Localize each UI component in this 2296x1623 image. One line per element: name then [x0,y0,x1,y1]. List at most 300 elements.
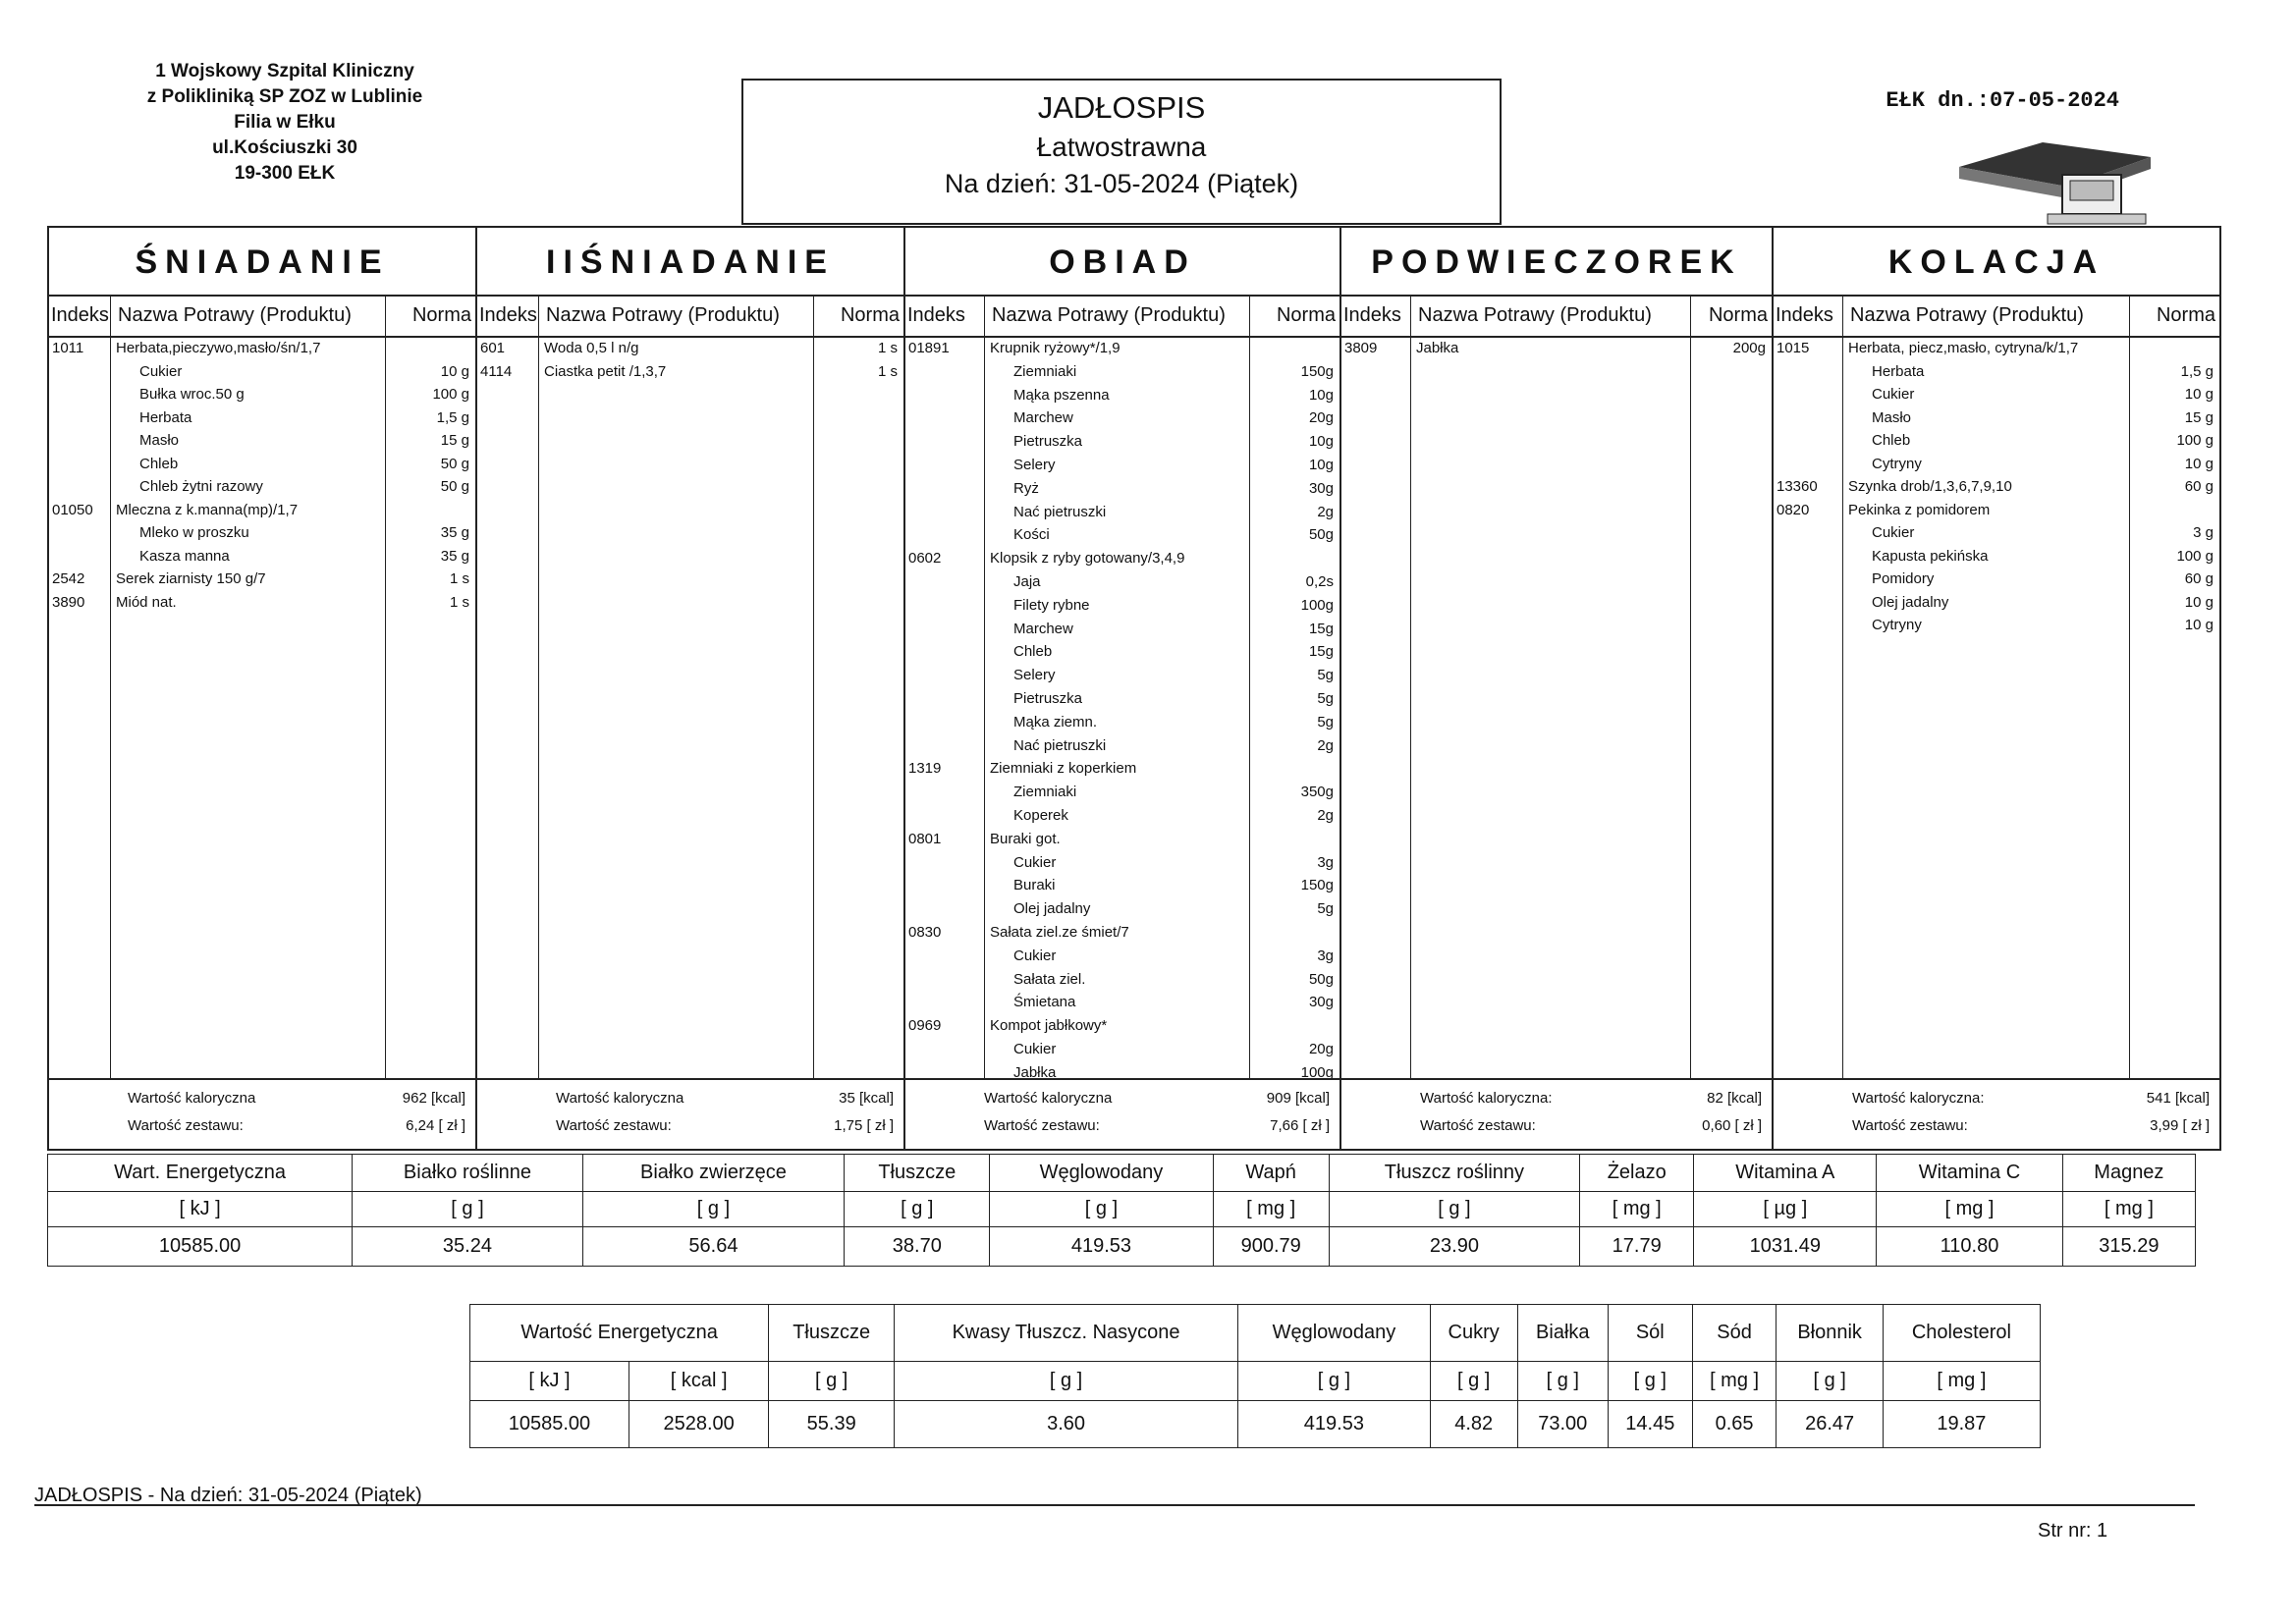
item-name: Sałata ziel. [1013,970,1086,988]
item-norm: 5g [1317,690,1334,707]
menu-item-row [905,363,1339,383]
item-name: Kości [1013,526,1050,544]
item-name: Pietruszka [1013,433,1083,451]
item-index: 0801 [908,830,942,847]
item-norm: 1,5 g [436,408,469,426]
item-norm: 100g [1300,596,1334,614]
item-norm: 1 s [449,593,469,611]
item-index: 4114 [480,362,513,380]
item-name: Sałata ziel.ze śmiet/7 [990,924,1129,941]
meal-title: ŚNIADANIE [49,228,475,297]
item-norm: 0,2s [1305,573,1334,590]
item-name: Jabłka [1013,1063,1057,1081]
name-header: Nazwa Potrawy (Produktu) [992,304,1226,326]
item-index: 0830 [908,924,942,941]
item-norm: 10g [1308,457,1334,473]
index-header: Indeks [1776,304,1833,326]
item-index: 3890 [52,593,85,611]
nutrient-unit: [ µg ] [1694,1192,1877,1227]
item-norm: 15 g [2184,408,2214,426]
menu-item-row [905,947,1339,967]
item-name: Mąka pszenna [1013,386,1110,404]
item-norm: 10g [1308,433,1334,451]
menu-item-row [49,502,475,521]
menu-item-row [905,340,1339,359]
nutrient-value: 3.60 [895,1401,1238,1448]
item-norm: 50g [1308,970,1334,988]
item-norm: 10 g [2184,593,2214,611]
item-name: Chleb [1013,643,1053,661]
nutrient-header: Białka [1517,1305,1608,1362]
norm-header: Norma [1276,304,1336,326]
menu-item-row [905,573,1339,593]
laptop-book-logo [1954,137,2160,236]
menu-item-row [1774,432,2219,452]
meal-column-iisniadanie [477,228,905,1149]
menu-item-row [1774,363,2219,383]
meal-title: OBIAD [905,228,1339,297]
item-index: 01891 [908,340,950,356]
menu-item-row [1774,386,2219,406]
nutrient-header: Witamina A [1694,1155,1877,1192]
meals-table [47,226,2221,1151]
hospital-line-1: 1 Wojskowy Szpital Kliniczny [155,61,414,81]
menu-item-row [905,994,1339,1013]
item-norm: 50 g [440,478,469,495]
item-name: Miód nat. [116,593,177,611]
item-norm: 150g [1300,877,1334,894]
meal-column-obiad [905,228,1341,1149]
nutrient-unit: [ mg ] [1883,1362,2040,1401]
item-name: Kapusta pekińska [1872,547,1989,565]
meal-summary [905,1078,1339,1149]
item-name: Krupnik ryżowy*/1,9 [990,340,1121,356]
menu-item-row [1774,617,2219,636]
menu-item-row [49,363,475,383]
menu-item-row [905,504,1339,523]
nutrient-unit: [ g ] [1517,1362,1608,1401]
item-name: Śmietana [1013,994,1076,1011]
item-name: Pomidory [1872,570,1935,587]
menu-item-row [905,621,1339,640]
nutrient-value: 73.00 [1517,1401,1608,1448]
item-norm: 1 s [877,362,898,380]
meal-summary [49,1078,475,1149]
menu-item-row [1774,594,2219,614]
menu-item-row [905,409,1339,429]
item-norm: 5g [1317,667,1334,684]
nutrition-table-1 [47,1154,2196,1267]
menu-item-row [1774,548,2219,568]
menu-item-row [905,597,1339,617]
norm-header: Norma [2156,304,2215,326]
nutrient-unit: [ mg ] [1213,1192,1329,1227]
item-name: Nać pietruszki [1013,736,1107,754]
item-index: 3809 [1344,340,1378,356]
menu-item-row [49,340,475,359]
hospital-line-4: ul.Kościuszki 30 [212,137,357,158]
nutrient-unit: [ g ] [1430,1362,1517,1401]
item-name: Cukier [1872,524,1915,541]
column-header-row [905,297,1339,338]
nutrient-value: 38.70 [845,1227,990,1267]
norm-header: Norma [840,304,900,326]
item-norm: 350g [1300,784,1334,801]
item-norm: 100 g [2176,432,2214,449]
item-name: Ziemniaki [1013,362,1077,380]
item-norm: 100 g [2176,547,2214,565]
nutrient-header: Cukry [1430,1305,1517,1362]
item-norm: 15g [1308,620,1334,637]
nutrient-header: Węglowodany [990,1155,1213,1192]
cost-value: 0,60 [ zł ] [1702,1117,1762,1134]
meal-title: IIŚNIADANIE [477,228,903,297]
item-norm: 5g [1317,900,1334,918]
nutrient-header: Sód [1692,1305,1777,1362]
norm-header: Norma [1708,304,1768,326]
item-name: Szynka drob/1,3,6,7,9,10 [1848,478,2012,495]
nutrient-value: 17.79 [1580,1227,1694,1267]
index-header: Indeks [479,304,537,326]
nutrient-value: 23.90 [1329,1227,1579,1267]
item-index: 2542 [52,570,85,587]
name-header: Nazwa Potrawy (Produktu) [118,304,352,326]
item-name: Herbata [139,408,192,426]
document-title: JADŁOSPIS [1037,90,1206,125]
meal-items [477,340,903,1078]
menu-item-row [49,524,475,544]
item-norm: 3 g [2193,524,2214,541]
meal-column-kolacja [1774,228,2219,1149]
menu-item-row [905,667,1339,686]
menu-item-row [477,340,903,359]
name-header: Nazwa Potrawy (Produktu) [1418,304,1652,326]
nutrient-value: 315.29 [2062,1227,2195,1267]
item-name: Chleb [1872,432,1911,449]
item-name: Cytryny [1872,617,1922,633]
nutrient-unit: [ g ] [1238,1362,1431,1401]
item-name: Koperek [1013,807,1068,824]
item-name: Cukier [1013,947,1057,964]
cost-value: 6,24 [ zł ] [406,1117,465,1134]
cost-value: 3,99 [ zł ] [2150,1117,2210,1134]
item-index: 01050 [52,501,93,518]
meal-summary [477,1078,903,1149]
item-norm: 1,5 g [2180,362,2214,380]
item-name: Ziemniaki z koperkiem [990,760,1137,778]
menu-item-row [905,831,1339,850]
item-norm: 5g [1317,713,1334,730]
item-norm: 30g [1308,479,1334,497]
item-norm: 10 g [2184,455,2214,472]
cost-value: 7,66 [ zł ] [1270,1117,1330,1134]
column-header-row [477,297,903,338]
nutrient-value: 2528.00 [629,1401,768,1448]
name-header: Nazwa Potrawy (Produktu) [1850,304,2084,326]
menu-item-row [905,387,1339,406]
item-norm: 50g [1308,526,1334,544]
item-norm: 50 g [440,455,469,472]
nutrient-header: Białko zwierzęce [582,1155,844,1192]
nutrient-header: Kwasy Tłuszcz. Nasycone [895,1305,1238,1362]
item-name: Buraki got. [990,830,1061,847]
item-norm: 150g [1300,362,1334,380]
item-index: 601 [480,340,506,356]
meal-items [49,340,475,1078]
column-header-row [1774,297,2219,338]
cost-label: Wartość zestawu: [984,1117,1100,1134]
item-name: Ciastka petit /1,3,7 [544,362,667,380]
item-norm: 10 g [2184,617,2214,633]
item-norm: 60 g [2184,570,2214,587]
item-norm: 200g [1732,340,1766,356]
nutrient-header: Tłuszcze [845,1155,990,1192]
item-norm: 3g [1317,947,1334,964]
nutrient-unit: [ mg ] [1580,1192,1694,1227]
nutrient-header: Białko roślinne [353,1155,583,1192]
page-number: Str nr: 1 [2038,1520,2108,1542]
item-name: Mleko w proszku [139,524,249,541]
menu-item-row [905,737,1339,757]
nutrient-value: 0.65 [1692,1401,1777,1448]
item-name: Chleb żytni razowy [139,478,263,495]
item-name: Masło [1872,408,1912,426]
nutrient-header: Żelazo [1580,1155,1694,1192]
nutrient-value: 55.39 [769,1401,895,1448]
menu-item-row [905,433,1339,453]
nutrient-unit: [ g ] [1777,1362,1883,1401]
index-header: Indeks [51,304,109,326]
meal-items [1341,340,1772,1078]
norm-header: Norma [411,304,471,326]
item-index: 1015 [1777,340,1810,356]
meal-column-podwieczorek [1341,228,1774,1149]
item-index: 1011 [52,340,84,356]
menu-item-row [477,363,903,383]
item-name: Cukier [139,362,183,380]
nutrient-header: Wapń [1213,1155,1329,1192]
nutrient-value: 419.53 [990,1227,1213,1267]
nutrient-value: 10585.00 [470,1401,629,1448]
column-header-row [49,297,475,338]
item-name: Kasza manna [139,547,230,565]
meal-title: PODWIECZOREK [1341,228,1772,297]
nutrient-header: Węglowodany [1238,1305,1431,1362]
menu-item-row [905,714,1339,733]
item-norm: 1 s [449,570,469,587]
menu-item-row [905,1017,1339,1037]
menu-item-row [905,457,1339,476]
nutrient-unit: [ g ] [1608,1362,1692,1401]
calorie-label: Wartość kaloryczna [556,1090,684,1107]
item-name: Nać pietruszki [1013,503,1107,520]
item-name: Chleb [139,455,179,472]
item-norm: 20g [1308,1041,1334,1057]
item-name: Buraki [1013,877,1056,894]
cost-label: Wartość zestawu: [128,1117,244,1134]
item-name: Marchew [1013,409,1073,427]
item-index: 0820 [1777,501,1810,518]
nutrient-header: Cholesterol [1883,1305,2040,1362]
calorie-label: Wartość kaloryczna [984,1090,1113,1107]
menu-item-row [905,924,1339,944]
item-name: Kompot jabłkowy* [990,1017,1108,1035]
menu-item-row [49,570,475,590]
item-name: Filety rybne [1013,596,1090,614]
meal-summary [1341,1078,1772,1149]
meal-items [905,340,1339,1081]
nutrient-unit: [ g ] [353,1192,583,1227]
cost-value: 1,75 [ zł ] [834,1117,894,1134]
menu-item-row [905,1041,1339,1060]
index-header: Indeks [1343,304,1401,326]
nutrient-unit: [ mg ] [1692,1362,1777,1401]
item-norm: 2g [1317,503,1334,520]
menu-item-row [1774,524,2219,544]
meal-column-sniadanie [49,228,477,1149]
item-norm: 10 g [440,362,469,380]
item-name: Jabłka [1416,340,1459,356]
menu-item-row [905,480,1339,500]
menu-item-row [1774,409,2219,429]
item-name: Marchew [1013,620,1073,637]
cost-label: Wartość zestawu: [1420,1117,1536,1134]
item-name: Selery [1013,667,1056,684]
menu-item-row [1774,456,2219,475]
nutrient-unit: [ kJ ] [48,1192,353,1227]
nutrient-unit: [ mg ] [2062,1192,2195,1227]
menu-item-row [905,807,1339,827]
item-index: 13360 [1777,478,1818,495]
nutrient-header: Tłuszcz roślinny [1329,1155,1579,1192]
diet-name: Łatwostrawna [1036,132,1207,162]
item-name: Masło [139,432,180,449]
title-box [741,79,1502,225]
calorie-value: 962 [kcal] [402,1090,465,1107]
item-name: Pietruszka [1013,690,1083,707]
item-norm: 3g [1317,853,1334,871]
menu-item-row [905,550,1339,569]
item-name: Mleczna z k.manna(mp)/1,7 [116,501,299,518]
nutrient-unit: [ g ] [990,1192,1213,1227]
item-name: Herbata,pieczywo,masło/śn/1,7 [116,340,321,356]
item-norm: 35 g [440,524,469,541]
menu-item-row [1774,570,2219,590]
nutrient-header: Wart. Energetyczna [48,1155,353,1192]
calorie-value: 541 [kcal] [2146,1090,2210,1107]
item-norm: 20g [1308,409,1334,427]
menu-item-row [905,643,1339,663]
item-name: Selery [1013,457,1056,473]
nutrient-unit: [ g ] [895,1362,1238,1401]
item-name: Cytryny [1872,455,1922,472]
item-name: Olej jadalny [1872,593,1949,611]
menu-item-row [1774,340,2219,359]
item-norm: 60 g [2184,478,2214,495]
cost-label: Wartość zestawu: [556,1117,672,1134]
item-name: Pekinka z pomidorem [1848,501,1991,518]
item-name: Woda 0,5 l n/g [544,340,639,356]
menu-item-row [49,548,475,568]
meal-items [1774,340,2219,1078]
item-norm: 15g [1308,643,1334,661]
issue-date: EŁK dn.:07-05-2024 [1886,88,2119,113]
index-header: Indeks [907,304,965,326]
item-norm: 100 g [432,386,469,403]
menu-item-row [905,900,1339,920]
item-name: Serek ziarnisty 150 g/7 [116,570,266,587]
nutrition-table-2 [469,1304,2041,1448]
calorie-label: Wartość kaloryczna [128,1090,256,1107]
item-norm: 30g [1308,994,1334,1011]
meal-title: KOLACJA [1774,228,2219,297]
item-name: Klopsik z ryby gotowany/3,4,9 [990,550,1185,568]
item-norm: 10g [1308,386,1334,404]
nutrient-header: Magnez [2062,1155,2195,1192]
nutrient-unit: [ g ] [845,1192,990,1227]
nutrient-value: 14.45 [1608,1401,1692,1448]
item-name: Herbata, piecz,masło, cytryna/k/1,7 [1848,340,2079,356]
menu-item-row [905,690,1339,710]
item-name: Cukier [1872,386,1915,403]
menu-item-row [49,432,475,452]
nutrient-value: 56.64 [582,1227,844,1267]
calorie-label: Wartość kaloryczna: [1852,1090,1985,1107]
menu-item-row [905,760,1339,780]
menu-item-row [905,526,1339,546]
nutrient-header: Tłuszcze [769,1305,895,1362]
hospital-line-3: Filia w Ełku [234,112,336,133]
nutrient-value: 35.24 [353,1227,583,1267]
nutrient-unit: [ kJ ] [470,1362,629,1401]
calorie-label: Wartość kaloryczna: [1420,1090,1553,1107]
nutrient-value: 4.82 [1430,1401,1517,1448]
column-header-row [1341,297,1772,338]
nutrient-header: Błonnik [1777,1305,1883,1362]
calorie-value: 82 [kcal] [1707,1090,1762,1107]
calorie-value: 35 [kcal] [839,1090,894,1107]
item-norm: 35 g [440,547,469,565]
hospital-address [108,59,462,187]
menu-item-row [1774,478,2219,498]
nutrient-value: 19.87 [1883,1401,2040,1448]
item-norm: 2g [1317,736,1334,754]
item-name: Ryż [1013,479,1039,497]
menu-item-row [49,386,475,406]
menu-item-row [905,877,1339,896]
menu-item-row [905,784,1339,803]
item-norm: 15 g [440,432,469,449]
hospital-line-5: 19-300 EŁK [234,163,336,184]
item-index: 0969 [908,1017,942,1035]
menu-item-row [905,971,1339,991]
calorie-value: 909 [kcal] [1266,1090,1330,1107]
item-index: 0602 [908,550,942,568]
menu-item-row [49,409,475,429]
nutrient-value: 110.80 [1877,1227,2063,1267]
cost-label: Wartość zestawu: [1852,1117,1968,1134]
menu-item-row [49,456,475,475]
nutrient-unit: [ kcal ] [629,1362,768,1401]
item-name: Herbata [1872,362,1925,380]
item-norm: 10 g [2184,386,2214,403]
nutrient-value: 900.79 [1213,1227,1329,1267]
menu-date: Na dzień: 31-05-2024 (Piątek) [944,169,1299,198]
nutrient-header: Witamina C [1877,1155,2063,1192]
item-norm: 2g [1317,807,1334,824]
footer-title: JADŁOSPIS - Na dzień: 31-05-2024 (Piątek) [34,1485,422,1506]
item-name: Ziemniaki [1013,784,1077,801]
